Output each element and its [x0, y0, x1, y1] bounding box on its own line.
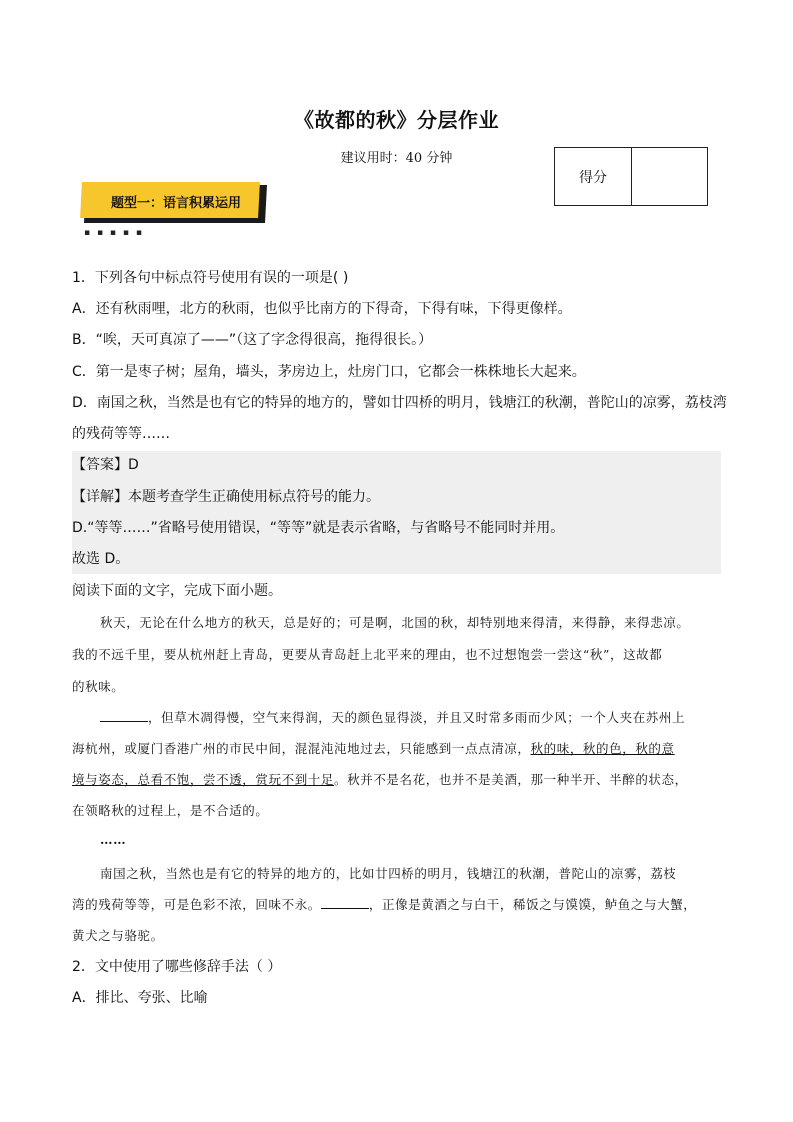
fill-blank-1: [100, 709, 148, 722]
passage-p3-line2-rest: ，正像是黄酒之与白干，稀饭之与馍馍，鲈鱼之与大蟹，: [368, 897, 697, 912]
q1-conclusion: 故选 D。: [72, 551, 130, 567]
q1-explanation: D.“等等……”省略号使用错误，“等等”就是表示省略，与省略号不能同时并用。: [72, 520, 565, 536]
banner-dots: ▪ ▪ ▪ ▪ ▪: [84, 228, 144, 238]
page-title: 《故都的秋》分层作业: [294, 108, 499, 132]
passage-p1-line2: 我的不远千里，要从杭州赶上青岛，更要从青岛赶上北平来的理由，也不过想饱尝一尝这“秋”，这故都: [72, 647, 663, 662]
passage-p2-line4: 在领略秋的过程上，是不合适的。: [72, 803, 269, 818]
passage-ellipsis: ……: [100, 832, 127, 847]
passage-p3-line2: [72, 895, 696, 913]
q1-option-d-cont: 的残荷等等……: [72, 426, 170, 442]
passage-p2-line1-text: ，但草木凋得慢，空气来得润，天的颜色显得淡，并且又时常多雨而少风；一个人夹在苏州上: [148, 710, 686, 725]
score-label: 得分: [555, 148, 632, 205]
score-box: [554, 147, 708, 206]
q2-option-a: A．排比、夸张、比喻: [72, 990, 208, 1006]
banner-label: 题型一：语言积累运用: [111, 196, 242, 211]
q1-answer: 【答案】D: [72, 457, 139, 473]
passage-p3-line3: 黄犬之与骆驼。: [72, 928, 164, 943]
score-value-cell: [632, 148, 707, 205]
passage-p2-line3: [72, 770, 688, 788]
passage-p2-line3-text: 。秋并不是名花，也并不是美酒，那一种半开、半醉的状态，: [334, 772, 688, 787]
q1-stem: 1．下列各句中标点符号使用有误的一项是( ): [72, 270, 349, 286]
q1-option-b: B．“唉，天可真凉了——”（这了字念得很高，拖得很长。）: [72, 332, 433, 348]
q1-option-c: C．第一是枣子树；屋角，墙头，茅房边上，灶房门口，它都会一株株地长大起来。: [72, 364, 586, 380]
underlined-phrase: 秋的味，秋的色，秋的意: [530, 741, 675, 756]
answer-box: [72, 451, 721, 574]
q1-detail: 【详解】本题考查学生正确使用标点符号的能力。: [72, 489, 380, 505]
fill-blank-2: [321, 896, 369, 909]
passage-p1-line1: 秋天，无论在什么地方的秋天，总是好的；可是啊，北国的秋，却特别地来得清，来得静，来得悲凉。: [100, 615, 690, 630]
suggested-time: 建议用时：40 分钟: [340, 151, 453, 166]
reading-intro: 阅读下面的文字，完成下面小题。: [72, 583, 282, 599]
passage-p3-line2-text: 湾的残荷等等，可是色彩不浓，回味不永。: [72, 897, 321, 912]
q1-option-d: D．南国之秋，当然是也有它的特异的地方的，譬如廿四桥的明月，钱塘江的秋潮，普陀山的凉雾，荔枝湾: [72, 395, 727, 411]
passage-p2-line2-text: 海杭州，或厦门香港广州的市民中间，混混沌沌地过去，只能感到一点点清凉，: [72, 741, 531, 756]
underlined-phrase-cont: 境与姿态，总看不饱，尝不透，赏玩不到十足: [72, 772, 335, 787]
passage-p2-line2: [72, 739, 675, 757]
q1-option-a: A．还有秋雨哩，北方的秋雨，也似乎比南方的下得奇，下得有味，下得更像样。: [72, 301, 572, 317]
passage-p1-line3: 的秋味。: [72, 679, 125, 694]
passage-p2-line1: [100, 708, 685, 726]
passage-p3-line1: 南国之秋，当然也是有它的特异的地方的，比如廿四桥的明月，钱塘江的秋潮，普陀山的凉雾，荔枝: [100, 866, 677, 881]
q2-stem: 2．文中使用了哪些修辞手法（ ）: [72, 959, 282, 975]
section-banner: [81, 182, 268, 225]
